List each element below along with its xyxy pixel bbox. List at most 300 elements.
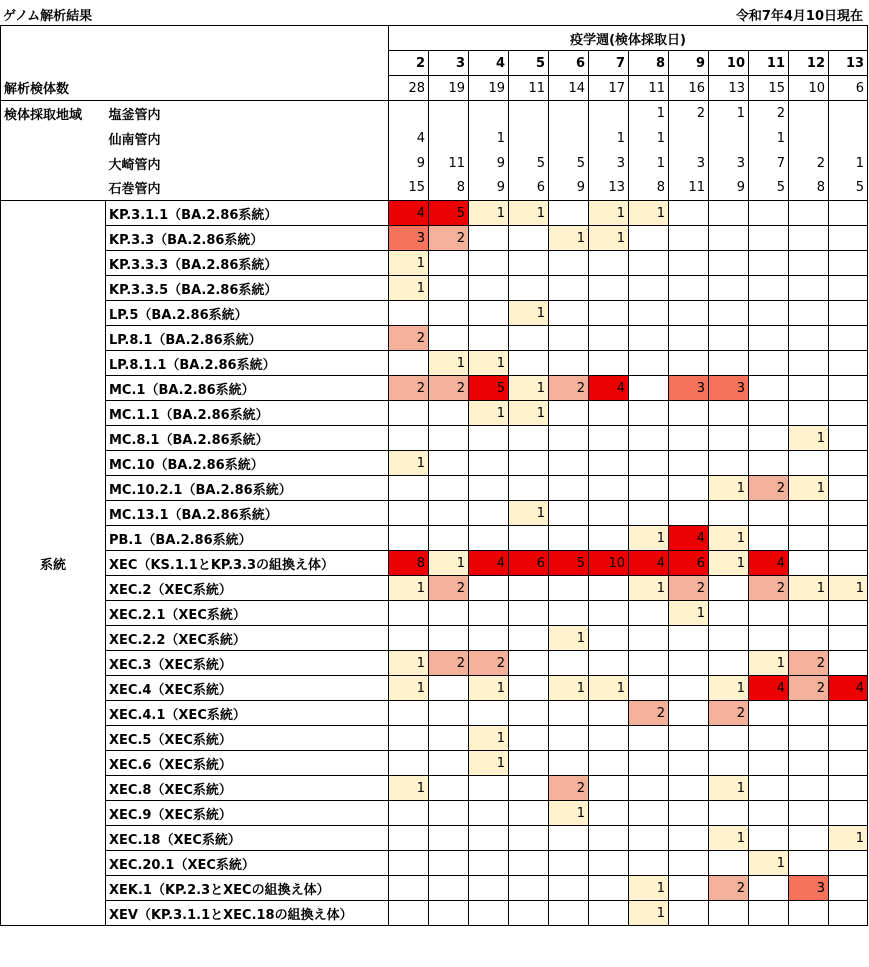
lineage-row [1, 251, 868, 276]
lineage-cell [669, 801, 709, 826]
lineage-cell [469, 826, 509, 851]
lineage-cell [669, 326, 709, 351]
lineage-cell [429, 901, 469, 926]
lineage-cell [549, 501, 589, 526]
lineage-cell: 1 [469, 401, 509, 426]
lineage-cell [829, 251, 868, 276]
lineage-cell: 1 [389, 651, 429, 676]
lineage-row [1, 851, 868, 876]
lineage-cell [549, 351, 589, 376]
lineage-cell [789, 526, 829, 551]
lineage-cell: 1 [509, 201, 549, 226]
lineage-cell [629, 776, 669, 801]
lineage-name: XEV（KP.3.1.1とXEC.18の組換え体） [106, 901, 389, 926]
genome-table [0, 25, 868, 926]
total-row [1, 76, 868, 101]
lineage-cell [749, 401, 789, 426]
lineage-cell [549, 326, 589, 351]
lineage-cell [829, 901, 868, 926]
lineage-cell [669, 826, 709, 851]
lineage-cell: 2 [709, 701, 749, 726]
region-cell [789, 126, 829, 151]
lineage-cell [629, 626, 669, 651]
lineage-cell [549, 476, 589, 501]
week-number: 2 [389, 51, 429, 76]
lineage-cell [829, 476, 868, 501]
lineage-cell: 1 [549, 676, 589, 701]
lineage-cell [549, 576, 589, 601]
lineage-cell: 1 [429, 351, 469, 376]
lineage-cell: 2 [429, 376, 469, 401]
lineage-cell [629, 301, 669, 326]
lineage-cell [389, 476, 429, 501]
lineage-row [1, 626, 868, 651]
lineage-section-label: 系統 [39, 557, 66, 573]
lineage-cell: 1 [629, 526, 669, 551]
lineage-cell [709, 351, 749, 376]
region-cell: 5 [509, 151, 549, 176]
lineage-cell: 2 [549, 776, 589, 801]
lineage-cell [789, 801, 829, 826]
lineage-cell: 4 [389, 201, 429, 226]
lineage-row [1, 426, 868, 451]
lineage-cell [389, 351, 429, 376]
lineage-cell: 1 [549, 626, 589, 651]
lineage-cell: 1 [789, 576, 829, 601]
lineage-cell [589, 601, 629, 626]
region-cell [509, 126, 549, 151]
region-cell [589, 101, 629, 126]
region-cell: 5 [829, 176, 868, 201]
lineage-cell [429, 276, 469, 301]
lineage-cell [589, 401, 629, 426]
lineage-cell [629, 826, 669, 851]
lineage-cell [789, 751, 829, 776]
lineage-cell [509, 451, 549, 476]
lineage-cell [469, 526, 509, 551]
lineage-name: KP.3.3（BA.2.86系統） [106, 226, 389, 251]
region-cell: 9 [549, 176, 589, 201]
lineage-cell [669, 651, 709, 676]
region-cell: 1 [829, 151, 868, 176]
lineage-row [1, 376, 868, 401]
lineage-cell [469, 851, 509, 876]
lineage-cell [549, 601, 589, 626]
lineage-name: MC.13.1（BA.2.86系統） [106, 501, 389, 526]
week-number-row [1, 51, 868, 76]
lineage-cell [669, 751, 709, 776]
region-label-blank [1, 176, 106, 201]
lineage-row [1, 351, 868, 376]
lineage-cell [829, 351, 868, 376]
lineage-cell [509, 701, 549, 726]
lineage-cell [429, 826, 469, 851]
lineage-row [1, 451, 868, 476]
lineage-cell [509, 526, 549, 551]
lineage-cell: 1 [709, 526, 749, 551]
lineage-cell [429, 451, 469, 476]
week-number: 4 [469, 51, 509, 76]
region-cell: 6 [509, 176, 549, 201]
lineage-cell [429, 876, 469, 901]
region-cell: 13 [589, 176, 629, 201]
region-cell: 8 [629, 176, 669, 201]
lineage-name: XEC.20.1（XEC系統） [106, 851, 389, 876]
week-number: 10 [709, 51, 749, 76]
lineage-cell [429, 501, 469, 526]
region-cell: 1 [629, 151, 669, 176]
lineage-name: XEC.2.1（XEC系統） [106, 601, 389, 626]
lineage-cell [389, 301, 429, 326]
lineage-cell [789, 376, 829, 401]
lineage-row [1, 201, 868, 226]
lineage-cell [509, 851, 549, 876]
lineage-cell: 1 [629, 201, 669, 226]
lineage-cell [749, 876, 789, 901]
lineage-cell: 1 [509, 501, 549, 526]
lineage-cell [589, 901, 629, 926]
lineage-cell [429, 701, 469, 726]
lineage-cell [749, 326, 789, 351]
lineage-row [1, 576, 868, 601]
lineage-cell [669, 426, 709, 451]
region-cell [829, 101, 868, 126]
lineage-cell [829, 301, 868, 326]
lineage-cell [829, 726, 868, 751]
lineage-cell [709, 401, 749, 426]
region-cell: 1 [469, 126, 509, 151]
lineage-cell [629, 851, 669, 876]
lineage-row [1, 601, 868, 626]
lineage-cell: 1 [389, 451, 429, 476]
lineage-cell: 2 [669, 576, 709, 601]
lineage-cell [829, 851, 868, 876]
lineage-cell [709, 651, 749, 676]
lineage-cell: 1 [709, 826, 749, 851]
lineage-cell: 1 [389, 576, 429, 601]
week-number: 12 [789, 51, 829, 76]
total-cell: 15 [749, 76, 789, 101]
lineage-cell: 4 [589, 376, 629, 401]
lineage-cell [429, 676, 469, 701]
lineage-cell: 1 [469, 201, 509, 226]
lineage-cell [749, 226, 789, 251]
lineage-cell [789, 601, 829, 626]
lineage-cell: 1 [789, 426, 829, 451]
lineage-cell [829, 626, 868, 651]
lineage-cell [749, 201, 789, 226]
week-header: 疫学週(検体採取日) [389, 26, 868, 51]
lineage-name: PB.1（BA.2.86系統） [106, 526, 389, 551]
lineage-cell [429, 751, 469, 776]
lineage-cell [469, 901, 509, 926]
lineage-cell [549, 251, 589, 276]
lineage-cell: 6 [669, 551, 709, 576]
lineage-cell [629, 601, 669, 626]
lineage-cell: 1 [389, 676, 429, 701]
lineage-row [1, 901, 868, 926]
lineage-cell [549, 401, 589, 426]
lineage-name: XEC.5（XEC系統） [106, 726, 389, 751]
lineage-cell [629, 501, 669, 526]
lineage-cell: 1 [549, 226, 589, 251]
lineage-cell [549, 651, 589, 676]
lineage-cell: 2 [389, 326, 429, 351]
lineage-cell [509, 276, 549, 301]
lineage-cell [429, 326, 469, 351]
lineage-cell [629, 426, 669, 451]
lineage-cell [429, 626, 469, 651]
lineage-cell [749, 276, 789, 301]
lineage-cell [549, 826, 589, 851]
region-cell: 2 [749, 101, 789, 126]
region-cell [669, 126, 709, 151]
lineage-name: MC.8.1（BA.2.86系統） [106, 426, 389, 451]
lineage-cell: 2 [429, 651, 469, 676]
lineage-cell [829, 426, 868, 451]
lineage-cell [709, 801, 749, 826]
lineage-cell [429, 776, 469, 801]
lineage-cell [549, 726, 589, 751]
lineage-row [1, 501, 868, 526]
region-cell: 3 [589, 151, 629, 176]
lineage-cell [629, 276, 669, 301]
lineage-cell [789, 776, 829, 801]
lineage-cell: 1 [789, 476, 829, 501]
lineage-cell: 1 [829, 576, 868, 601]
lineage-cell [709, 276, 749, 301]
lineage-cell [469, 601, 509, 626]
lineage-cell [389, 526, 429, 551]
lineage-cell [589, 526, 629, 551]
region-cell: 1 [629, 126, 669, 151]
lineage-cell [509, 576, 549, 601]
lineage-cell [669, 701, 709, 726]
lineage-cell [789, 851, 829, 876]
lineage-cell [469, 801, 509, 826]
lineage-cell [669, 276, 709, 301]
lineage-cell [629, 376, 669, 401]
lineage-cell [829, 401, 868, 426]
lineage-cell [389, 801, 429, 826]
lineage-row [1, 651, 868, 676]
lineage-cell [509, 826, 549, 851]
region-cell [389, 101, 429, 126]
lineage-cell: 2 [709, 876, 749, 901]
lineage-cell: 4 [469, 551, 509, 576]
week-number: 8 [629, 51, 669, 76]
region-cell: 11 [669, 176, 709, 201]
lineage-cell: 6 [509, 551, 549, 576]
lineage-cell [709, 851, 749, 876]
lineage-cell [629, 476, 669, 501]
lineage-cell: 2 [749, 476, 789, 501]
lineage-cell [669, 226, 709, 251]
lineage-cell [829, 326, 868, 351]
lineage-name: MC.1.1（BA.2.86系統） [106, 401, 389, 426]
lineage-cell [469, 451, 509, 476]
lineage-cell [509, 476, 549, 501]
week-number: 11 [749, 51, 789, 76]
lineage-cell [429, 601, 469, 626]
lineage-cell: 4 [829, 676, 868, 701]
lineage-cell: 5 [469, 376, 509, 401]
lineage-cell [749, 626, 789, 651]
region-row [1, 126, 868, 151]
lineage-cell [669, 351, 709, 376]
lineage-cell [589, 451, 629, 476]
lineage-cell: 1 [749, 851, 789, 876]
region-cell: 1 [589, 126, 629, 151]
lineage-cell [789, 551, 829, 576]
lineage-cell [709, 301, 749, 326]
lineage-name: XEK.1（KP.2.3とXECの組換え体） [106, 876, 389, 901]
header-blank-2 [1, 51, 389, 76]
lineage-cell [669, 676, 709, 701]
lineage-name: XEC.3（XEC系統） [106, 651, 389, 676]
lineage-name: KP.3.3.3（BA.2.86系統） [106, 251, 389, 276]
region-cell: 15 [389, 176, 429, 201]
lineage-cell [829, 801, 868, 826]
lineage-cell: 2 [429, 226, 469, 251]
lineage-cell [589, 851, 629, 876]
lineage-cell: 1 [589, 201, 629, 226]
lineage-cell [589, 826, 629, 851]
lineage-name: XEC（KS.1.1とKP.3.3の組換え体） [106, 551, 389, 576]
lineage-cell [789, 701, 829, 726]
week-number: 9 [669, 51, 709, 76]
lineage-name: LP.8.1.1（BA.2.86系統） [106, 351, 389, 376]
region-name: 石巻管内 [106, 176, 389, 201]
region-label: 検体採取地域 [4, 107, 83, 123]
region-cell: 5 [549, 151, 589, 176]
lineage-cell [789, 351, 829, 376]
region-label-blank [1, 151, 106, 176]
lineage-cell [589, 326, 629, 351]
lineage-cell [469, 276, 509, 301]
region-cell: 2 [789, 151, 829, 176]
lineage-cell [389, 501, 429, 526]
lineage-cell [789, 901, 829, 926]
lineage-name: XEC.18（XEC系統） [106, 826, 389, 851]
lineage-cell [669, 901, 709, 926]
lineage-cell [429, 251, 469, 276]
lineage-cell [469, 326, 509, 351]
lineage-cell: 2 [469, 651, 509, 676]
lineage-cell [629, 726, 669, 751]
lineage-cell [669, 851, 709, 876]
week-number: 6 [549, 51, 589, 76]
lineage-cell [789, 826, 829, 851]
lineage-cell: 1 [669, 601, 709, 626]
lineage-cell [389, 726, 429, 751]
region-cell: 9 [469, 176, 509, 201]
lineage-cell [709, 751, 749, 776]
lineage-cell [789, 201, 829, 226]
lineage-cell [469, 476, 509, 501]
lineage-cell [469, 876, 509, 901]
lineage-cell: 4 [749, 676, 789, 701]
lineage-cell [669, 201, 709, 226]
lineage-cell [589, 576, 629, 601]
lineage-cell [789, 326, 829, 351]
week-number: 13 [829, 51, 868, 76]
total-cell: 14 [549, 76, 589, 101]
lineage-cell: 1 [709, 476, 749, 501]
lineage-cell [829, 551, 868, 576]
lineage-row [1, 726, 868, 751]
lineage-cell [749, 251, 789, 276]
region-cell: 11 [429, 151, 469, 176]
lineage-cell: 1 [589, 676, 629, 701]
lineage-name: XEC.6（XEC系統） [106, 751, 389, 776]
lineage-cell [549, 301, 589, 326]
lineage-cell [389, 901, 429, 926]
lineage-cell [669, 301, 709, 326]
lineage-cell [749, 726, 789, 751]
region-row [1, 151, 868, 176]
region-cell [429, 126, 469, 151]
lineage-cell [629, 251, 669, 276]
lineage-cell [709, 626, 749, 651]
lineage-name: KP.3.3.5（BA.2.86系統） [106, 276, 389, 301]
lineage-cell [709, 451, 749, 476]
lineage-cell [589, 351, 629, 376]
lineage-name: XEC.4（XEC系統） [106, 676, 389, 701]
lineage-name: MC.10（BA.2.86系統） [106, 451, 389, 476]
lineage-cell [829, 701, 868, 726]
lineage-cell [749, 501, 789, 526]
lineage-cell [789, 301, 829, 326]
lineage-cell [589, 651, 629, 676]
total-cell: 28 [389, 76, 429, 101]
lineage-cell [389, 876, 429, 901]
header-blank [1, 26, 389, 51]
lineage-cell: 1 [709, 676, 749, 701]
lineage-cell [789, 626, 829, 651]
lineage-cell [709, 901, 749, 926]
lineage-cell [429, 726, 469, 751]
lineage-cell [509, 676, 549, 701]
lineage-cell [429, 426, 469, 451]
region-cell [549, 101, 589, 126]
lineage-cell [389, 401, 429, 426]
lineage-cell [389, 851, 429, 876]
lineage-cell: 1 [469, 726, 509, 751]
lineage-cell [469, 251, 509, 276]
lineage-cell [629, 226, 669, 251]
region-cell [829, 126, 868, 151]
lineage-cell: 8 [389, 551, 429, 576]
region-cell [509, 101, 549, 126]
region-cell: 5 [749, 176, 789, 201]
region-cell: 3 [669, 151, 709, 176]
lineage-row [1, 701, 868, 726]
lineage-row [1, 801, 868, 826]
lineage-cell [589, 276, 629, 301]
lineage-cell [429, 401, 469, 426]
total-cell: 11 [629, 76, 669, 101]
lineage-cell: 2 [389, 376, 429, 401]
lineage-cell [829, 451, 868, 476]
lineage-cell [789, 401, 829, 426]
lineage-cell [589, 751, 629, 776]
region-cell: 1 [629, 101, 669, 126]
as-of-date: 令和7年4月10日現在 [735, 9, 863, 24]
lineage-cell [429, 851, 469, 876]
lineage-cell: 4 [629, 551, 669, 576]
lineage-row [1, 401, 868, 426]
